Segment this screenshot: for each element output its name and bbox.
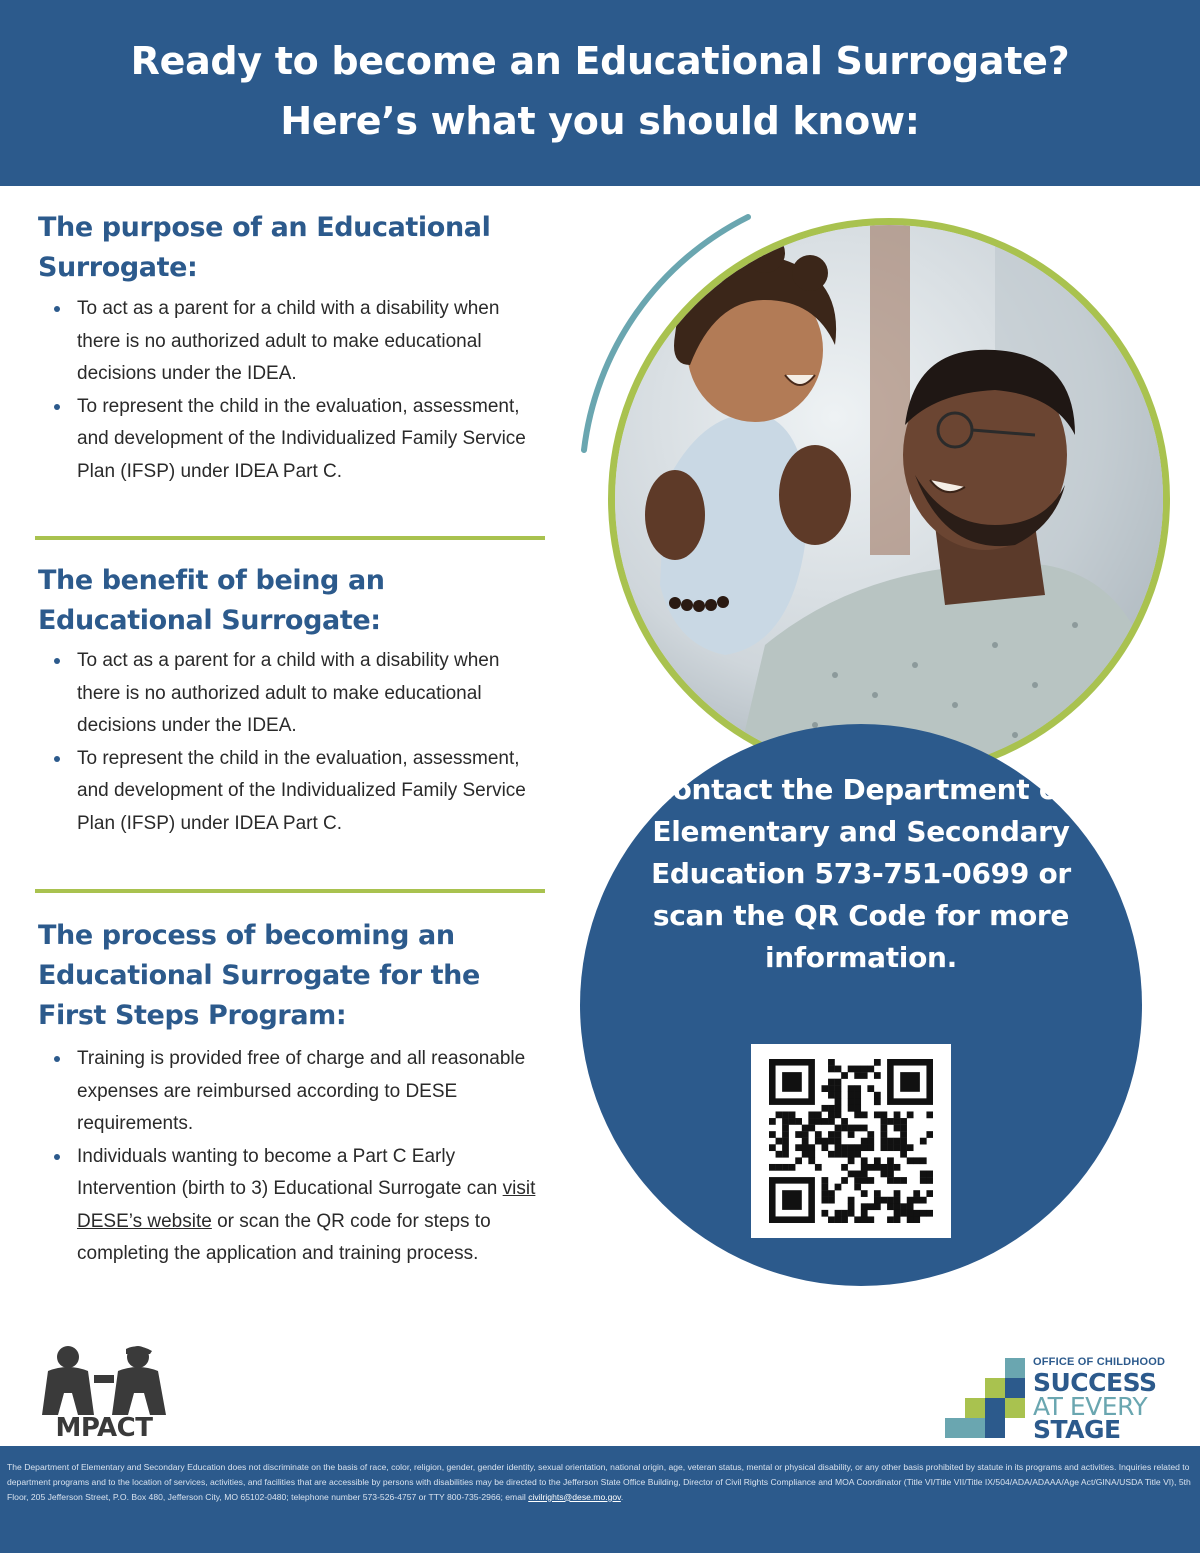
contact-panel [580, 724, 1142, 1286]
purpose-list [50, 293, 540, 488]
process-heading: The process of becoming an Educational Surrogate for the First Steps Program: [38, 920, 480, 1031]
oc-logo-line2: SUCCESS [1033, 1368, 1157, 1397]
benefit-bullet-1: To act as a parent for a child with a disability when there is no authorized adult to make educational decisions under the IDEA. [50, 645, 540, 743]
parent-child-photo [608, 218, 1170, 780]
purpose-bullet-2: To represent the child in the evaluation, assessment, and development of the Individualized Family Service Plan (IFSP) under IDEA Part C. [50, 391, 540, 489]
civil-rights-email-link[interactable]: civilrights@dese.mo.gov [528, 1491, 621, 1502]
process-bullet-2-text-a: Individuals wanting to become a Part C Early Intervention (birth to 3) Educational Surrogate can [77, 1145, 503, 1199]
mpact-logo-text: MPACT [55, 1413, 153, 1443]
footer-end: . [620, 1491, 624, 1502]
nondiscrimination-notice [7, 1460, 1193, 1504]
benefit-list [50, 645, 540, 840]
purpose-heading: The purpose of an Educational Surrogate: [38, 212, 491, 283]
qr-code[interactable] [751, 1044, 951, 1238]
section-divider-1 [35, 536, 545, 540]
qr-code-icon [769, 1059, 933, 1223]
contact-text: Contact the Department of Elementary and Secondary Education 573-751-0699 or scan the QR Code for more information. [651, 773, 1071, 974]
process-list [50, 1043, 540, 1271]
benefit-bullet-2: To represent the child in the evaluation, assessment, and development of the Individualized Family Service Plan (IFSP) under IDEA Part C. [50, 743, 540, 841]
dese-website-link[interactable]: visit DESE’s website [77, 1178, 536, 1232]
page-footer [0, 1446, 1200, 1553]
oc-logo-line1: OFFICE OF CHILDHOOD [1033, 1356, 1166, 1368]
page-header [0, 0, 1200, 186]
mpact-figures-icon [34, 1345, 174, 1417]
oc-logo-line4: STAGE [1033, 1415, 1121, 1444]
office-of-childhood-logo [945, 1356, 1166, 1444]
nondiscrimination-text: The Department of Elementary and Secondary Education does not discriminate on the basis of race, color, religion, gender, gender identity, sexual orientation, national origin, age, veteran status, mental or physical disability, or any other basis prohibited by statute in its programs and activities. Inquiries related to department programs and to the location of services, activities, and facilities that are accessible by persons with disabilities may be directed to the Jefferson State Office Building, Director of Civil Rights Compliance and MOA Coordinator (Title VI/Title VII/Title IX/504/ADA/ADAAA/Age Act/GINA/USDA Title VI), 5th Floor, 205 Jefferson Street, P.O. Box 480, Jefferson City, MO 65102-0480; telephone number 573-526-4757 or TTY 800-735-2966; email [7, 1462, 1191, 1502]
section-divider-2 [35, 889, 545, 893]
header-title-line1: Ready to become an Educational Surrogate? [130, 39, 1070, 83]
header-title-line2: Here’s what you should know: [280, 99, 920, 143]
oc-logo-line3: AT EVERY [1033, 1392, 1148, 1421]
process-bullet-2 [50, 1141, 540, 1271]
benefit-heading: The benefit of being an Educational Surrogate: [38, 565, 385, 636]
process-bullet-2-text-b: or scan the QR code for steps to completing the application and training process. [77, 1210, 491, 1264]
process-bullet-1: Training is provided free of charge and all reasonable expenses are reimbursed according to DESE requirements. [50, 1043, 540, 1141]
checker-squares-icon [945, 1358, 1027, 1438]
mpact-logo [34, 1345, 174, 1445]
purpose-bullet-1: To act as a parent for a child with a disability when there is no authorized adult to make educational decisions under the IDEA. [50, 293, 540, 391]
